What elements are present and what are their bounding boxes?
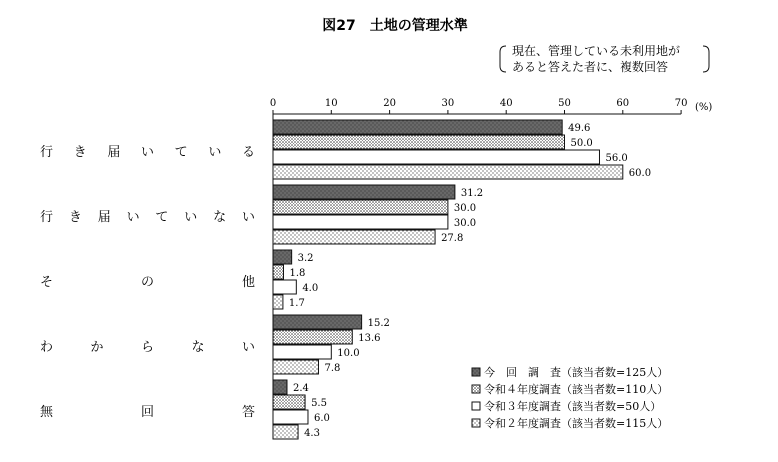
legend-swatch xyxy=(472,419,480,427)
bar xyxy=(273,120,562,134)
x-tick-label: 0 xyxy=(269,98,277,109)
value-label: 56.0 xyxy=(605,153,628,164)
legend-swatch xyxy=(472,402,480,410)
bar xyxy=(273,380,287,394)
x-tick-label: 20 xyxy=(383,98,396,109)
x-tick-label: 70 xyxy=(674,98,688,109)
bar xyxy=(273,295,283,309)
x-tick-label: 30 xyxy=(441,98,455,109)
bar xyxy=(273,395,305,409)
legend-entry: 今 回 調 査（該当者数=125人） xyxy=(484,366,669,379)
value-label: 50.0 xyxy=(570,138,593,149)
legend-swatch xyxy=(472,368,480,376)
bar xyxy=(273,185,455,199)
note-bracket-right xyxy=(703,46,709,72)
value-label: 7.8 xyxy=(324,363,341,374)
bar xyxy=(273,165,623,179)
bar xyxy=(273,425,298,439)
category-label: その他 xyxy=(40,275,255,290)
value-label: 30.0 xyxy=(453,218,477,229)
bar xyxy=(273,250,292,264)
value-label: 5.5 xyxy=(311,398,327,409)
bar xyxy=(273,135,565,149)
value-label: 1.7 xyxy=(288,298,305,309)
value-label: 4.3 xyxy=(304,428,320,439)
bar xyxy=(273,330,352,344)
value-label: 49.6 xyxy=(568,123,591,134)
bar xyxy=(273,280,296,294)
category-label: 行き届いている xyxy=(40,145,255,160)
legend-entry: 令和２年度調査（該当者数=115人） xyxy=(484,417,669,430)
value-label: 27.8 xyxy=(441,233,464,244)
legend-swatch xyxy=(472,385,480,393)
value-label: 6.0 xyxy=(313,413,330,424)
x-tick-label: 50 xyxy=(558,98,571,109)
value-label: 10.0 xyxy=(337,348,360,359)
bar xyxy=(273,265,283,279)
value-label: 15.2 xyxy=(367,318,390,329)
value-label: 30.0 xyxy=(453,203,477,214)
value-label: 1.8 xyxy=(289,268,306,279)
value-label: 4.0 xyxy=(302,283,319,294)
category-labels xyxy=(40,145,255,420)
legend xyxy=(472,365,668,430)
x-tick-label: 40 xyxy=(499,98,513,109)
legend-entry: 令和４年度調査（該当者数=110人） xyxy=(484,383,669,396)
value-label: 2.4 xyxy=(292,383,309,394)
chart-note xyxy=(500,43,709,74)
legend-entry: 令和３年度調査（該当者数=50人） xyxy=(484,400,662,413)
value-label: 31.2 xyxy=(460,188,484,199)
x-axis-unit: (%) xyxy=(695,102,713,113)
bar xyxy=(273,410,308,424)
value-label: 13.6 xyxy=(358,333,381,344)
category-label: 無回答 xyxy=(40,405,255,420)
bar xyxy=(273,215,448,229)
value-label: 60.0 xyxy=(628,168,652,179)
category-label: わからない xyxy=(40,340,255,355)
bar xyxy=(273,150,599,164)
note-bracket-left xyxy=(500,46,506,72)
bar xyxy=(273,230,435,244)
value-label: 3.2 xyxy=(297,253,314,264)
bar xyxy=(273,200,448,214)
bar xyxy=(273,345,331,359)
chart-title: 図27 土地の管理水準 xyxy=(322,18,468,34)
category-label: 行き届いていない xyxy=(40,210,255,225)
note-line-1: 現在、管理している未利用地が xyxy=(512,44,681,58)
bar xyxy=(273,315,362,329)
x-tick-label: 60 xyxy=(616,98,630,109)
bar xyxy=(273,360,318,374)
x-tick-label: 10 xyxy=(324,98,338,109)
note-line-2: あると答えた者に、複数回答 xyxy=(512,60,669,74)
